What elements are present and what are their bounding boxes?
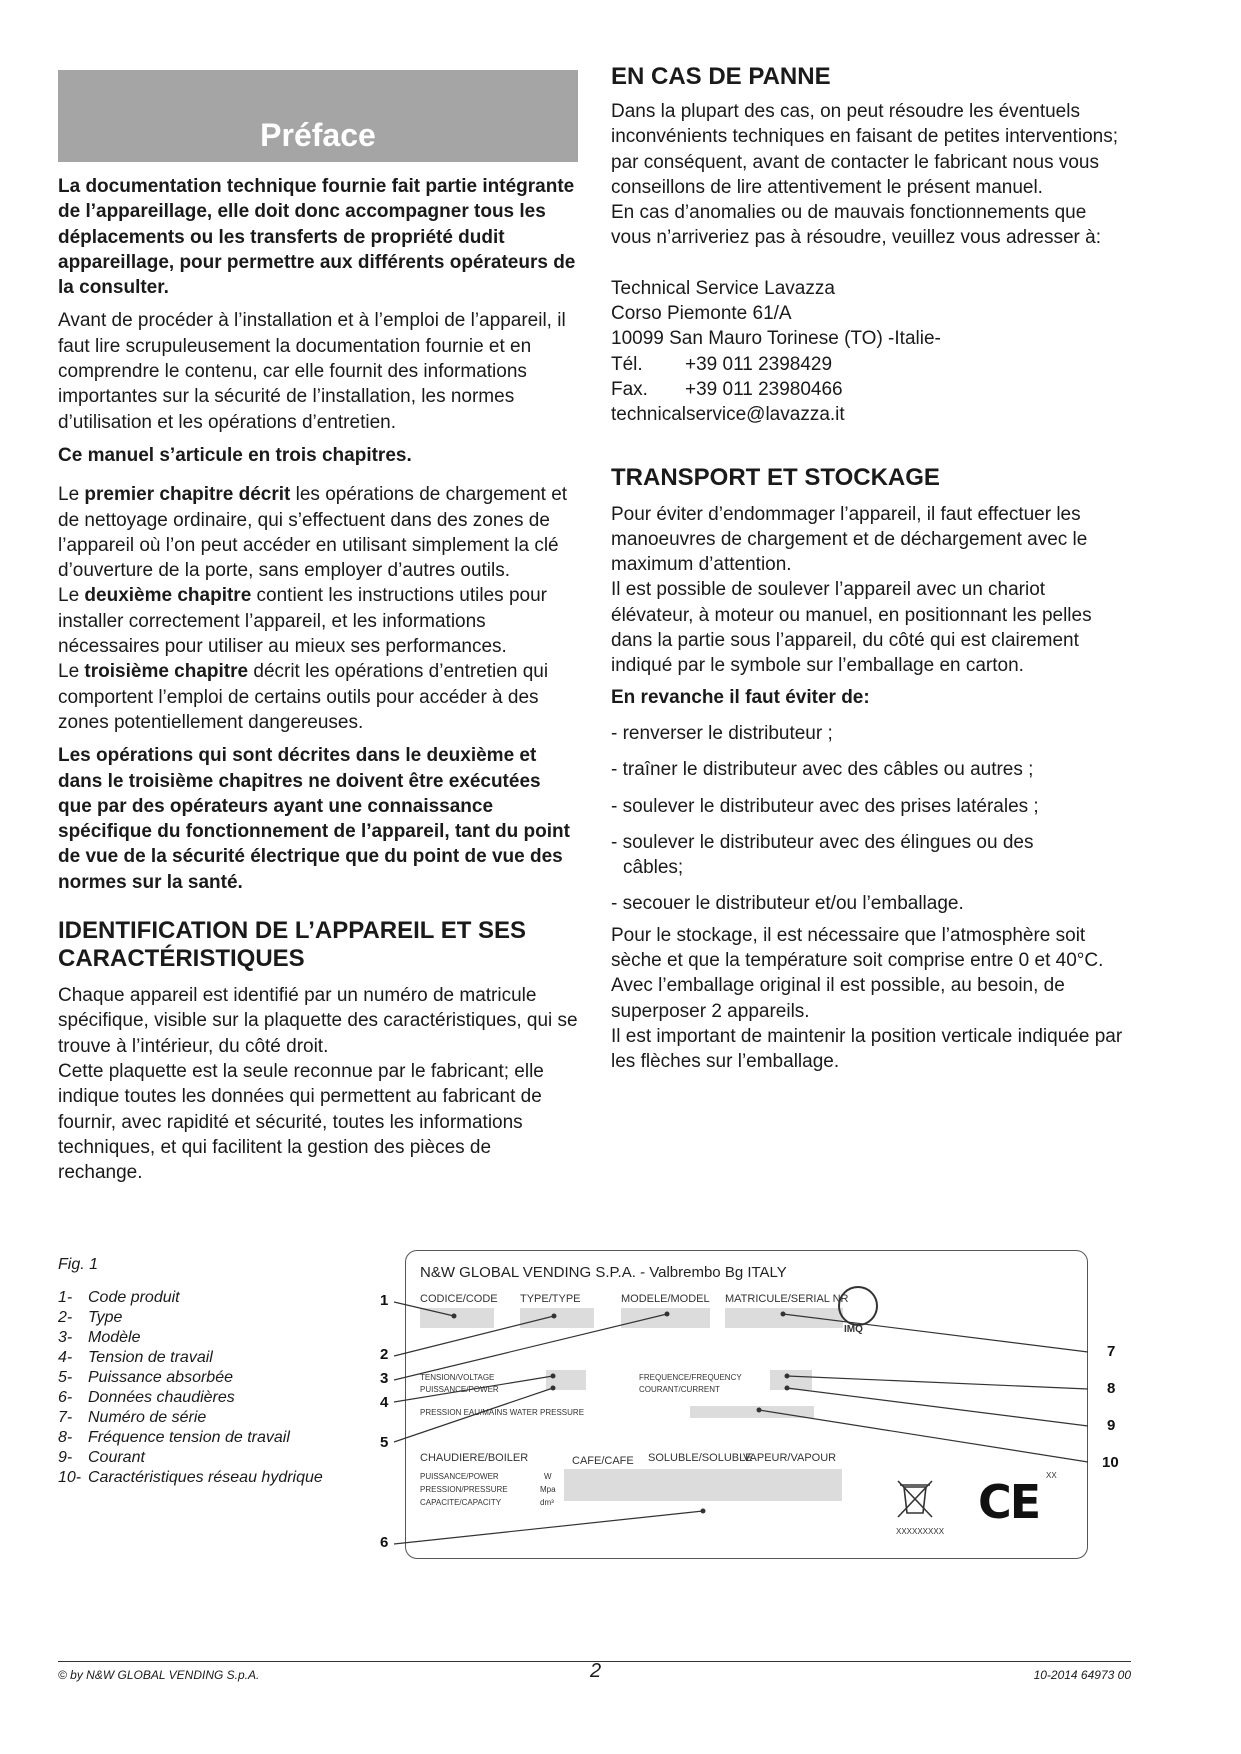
plate-cafe-label: CAFE/CAFE: [572, 1455, 634, 1467]
chapter-1-text: Le premier chapitre décrit les opérations de chargement et de nettoyage ordinaire, qui s’effectuent dans des zones de l’appareil où l’on peut accéder en utilisant simplement la clé d’ouverture de la porte, sans employer d’autres outils.: [58, 484, 568, 582]
code-field: [420, 1308, 494, 1328]
boiler-power-label: PUISSANCE/POWER: [420, 1472, 499, 1481]
plate-model-label: MODELE/MODEL: [621, 1293, 710, 1305]
imq-mark-icon: [838, 1286, 878, 1326]
avoid-item: - soulever le distributeur avec des élingues ou des câbles;: [611, 831, 1034, 879]
plate-vapour-label: VAPEUR/VAPOUR: [743, 1452, 837, 1464]
legend-item: 2- Type: [58, 1309, 123, 1326]
chapters-intro: Ce manuel s’articule en trois chapitres.: [58, 444, 412, 466]
unit-dm3: dm³: [540, 1498, 554, 1507]
plate-soluble-label: SOLUBLE/SOLUBLE: [648, 1452, 753, 1464]
plate-frequency-label: FREQUENCE/FREQUENCY: [639, 1373, 742, 1382]
avoid-item: - traîner le distributeur avec des câbles ou autres ;: [611, 759, 1034, 781]
plate-boiler-label: CHAUDIERE/BOILER: [420, 1452, 529, 1464]
callout-6: 6: [380, 1534, 389, 1551]
plate-code-label: CODICE/CODE: [420, 1293, 498, 1305]
callout-9: 9: [1107, 1417, 1116, 1434]
transport-p4: Avec l’emballage original il est possible, au besoin, de superposer 2 appareils.: [611, 975, 1065, 1022]
weee-code: XXXXXXXXX: [896, 1527, 945, 1536]
type-field: [520, 1308, 594, 1328]
transport-p2: Il est possible de soulever l’appareil avec un chariot élévateur, à moteur ou manuel, en positionnant les pelles dans la partie sous l’appareil, du côté qui est clairement indiqué par le symbole sur l’emballage en carton.: [611, 579, 1092, 677]
page-number: 2: [590, 1660, 602, 1682]
callout-2: 2: [380, 1346, 389, 1363]
legend-item: 5- Puissance absorbée: [58, 1369, 233, 1386]
avoid-heading: En revanche il faut éviter de:: [611, 686, 870, 708]
legend-item: 4- Tension de travail: [58, 1349, 213, 1366]
legend-item: 7- Numéro de série: [58, 1409, 207, 1426]
callout-7: 7: [1107, 1343, 1116, 1360]
plate-pressure-label: PRESSION EAU/MAINS WATER PRESSURE: [420, 1408, 585, 1417]
preface-paragraph: Avant de procéder à l’installation et à l’emploi de l’appareil, il faut lire scrupuleusement la documentation fournie et en comprendre le contenu, car elle fournit des informations importantes sur la sécurité de l’installation, les normes d’utilisation et les opérations d’entretien.: [58, 310, 566, 433]
imq-label: IMQ: [844, 1324, 863, 1335]
boiler-pressure-label: PRESSION/PRESSURE: [420, 1485, 508, 1494]
plate-type-label: TYPE/TYPE: [520, 1293, 581, 1305]
avoid-item: - renverser le distributeur ;: [611, 722, 833, 744]
avoid-item: - soulever le distributeur avec des prises latérales ;: [611, 795, 1039, 817]
callout-8: 8: [1107, 1380, 1116, 1397]
footer-copyright: © by N&W GLOBAL VENDING S.p.A.: [58, 1668, 260, 1682]
plate-current-label: COURANT/CURRENT: [639, 1385, 720, 1394]
callout-10: 10: [1102, 1454, 1119, 1471]
legend-item: 8- Fréquence tension de travail: [58, 1429, 290, 1446]
panne-p1: Dans la plupart des cas, on peut résoudre les éventuels inconvénients techniques en faisant de petites interventions; par conséquent, avant de contacter le fabricant nous vous conseillons de lire attentivement le présent manuel.: [611, 101, 1118, 198]
contact-email: technicalservice@lavazza.it: [611, 404, 845, 426]
callout-5: 5: [380, 1434, 389, 1451]
legend-item: 10- Caractéristiques réseau hydrique: [58, 1469, 323, 1486]
ce-mark: CE: [978, 1475, 1040, 1529]
boiler-field: [564, 1469, 842, 1501]
voltage-power-field: [546, 1370, 586, 1390]
ce-xx: XX: [1046, 1471, 1057, 1480]
serial-field: [725, 1308, 843, 1328]
contact-name: Technical Service Lavazza: [611, 277, 835, 299]
panne-p2: En cas d’anomalies ou de mauvais fonctionnements que vous n’arriveriez pas à résoudre, veuillez vous adresser à:: [611, 202, 1102, 249]
unit-mpa: Mpa: [540, 1485, 556, 1494]
plate-voltage-label: TENSION/VOLTAGE: [420, 1373, 495, 1382]
contact-tel: Tél. +39 011 2398429: [611, 353, 833, 375]
callout-4: 4: [380, 1394, 389, 1411]
chapter-2-text: Le deuxième chapitre contient les instructions utiles pour installer correctement l’appareil, et les informations nécessaires pour utiliser au mieux ses performances.: [58, 585, 547, 658]
legend-item: 6- Données chaudières: [58, 1389, 235, 1406]
transport-p5: Il est important de maintenir la position verticale indiquée par les flèches sur l’emballage.: [611, 1025, 1123, 1073]
transport-p1: Pour éviter d’endommager l’appareil, il faut effectuer les manoeuvres de chargement et de déchargement avec le maximum d’attention.: [611, 503, 1088, 576]
preface-title: Préface: [260, 117, 376, 153]
warning-paragraph: Les opérations qui sont décrites dans le deuxième et dans le troisième chapitres ne doivent être exécutées que par des opérateurs ayant une connaissance spécifique du fonctionnement de l’appareil, tant du point de vue de la sécurité électrique que du point de vue des normes sur la santé.: [58, 745, 570, 893]
transport-p3: Pour le stockage, il est nécessaire que l’atmosphère soit sèche et que la température soit comprise entre 0 et 40°C.: [611, 924, 1104, 972]
boiler-capacity-label: CAPACITE/CAPACITY: [420, 1498, 502, 1507]
footer-doc-ref: 10-2014 64973 00: [1033, 1668, 1131, 1682]
chapter-3-text: Le troisième chapitre décrit les opérations d’entretien qui comportent l’emploi de certains outils pour accéder à des zones potentiellement dangereuses.: [58, 661, 549, 733]
legend-item: 1- Code produit: [58, 1289, 180, 1306]
panne-heading: EN CAS DE PANNE: [611, 63, 831, 90]
contact-street: Corso Piemonte 61/A: [611, 303, 792, 325]
identification-p2: Cette plaquette est la seule reconnue par le fabricant; elle indique toutes les données qui permettent au fabricant de fournir, avec rapidité et sécurité, toutes les informations techniques, et qui facilitent la gestion des pièces de rechange.: [58, 1060, 544, 1184]
legend-item: 9- Courant: [58, 1449, 145, 1466]
unit-w: W: [544, 1472, 552, 1481]
figure-label: Fig. 1: [58, 1256, 99, 1273]
plate-title: N&W GLOBAL VENDING S.P.A. - Valbrembo Bg ITALY: [420, 1264, 787, 1281]
plate-serial-label: MATRICULE/SERIAL NR: [725, 1293, 849, 1305]
contact-block: [611, 276, 1131, 428]
avoid-item: - secouer le distributeur et/ou l’emballage.: [611, 893, 964, 915]
right-column: [611, 63, 1131, 1075]
preface-banner: [58, 70, 578, 162]
identification-p1: Chaque appareil est identifié par un numéro de matricule spécifique, visible sur la plaquette des caractéristiques, qui se trouve à l’intérieur, du côté droit.: [58, 985, 578, 1057]
left-column: [58, 70, 578, 1185]
contact-city: 10099 San Mauro Torinese (TO) -Italie-: [611, 328, 941, 350]
contact-fax: Fax. +39 011 23980466: [611, 378, 843, 400]
callout-3: 3: [380, 1370, 389, 1387]
model-field: [621, 1308, 710, 1328]
weee-bin-icon: [894, 1479, 936, 1523]
figure-legend: [58, 1288, 323, 1488]
frequency-current-field: [770, 1370, 812, 1390]
legend-item: 3- Modèle: [58, 1329, 141, 1346]
preface-intro: La documentation technique fournie fait partie intégrante de l’appareillage, elle doit donc accompagner tous les déplacements ou les transferts de propriété dudit appareillage, pour permettre aux différents opérateurs de la consulter.: [58, 176, 576, 299]
rating-plate: [405, 1250, 1088, 1559]
transport-heading: TRANSPORT ET STOCKAGE: [611, 463, 940, 491]
callout-1: 1: [380, 1292, 389, 1309]
pressure-field: [690, 1406, 814, 1418]
identification-heading: IDENTIFICATION DE L’APPAREIL ET SES CARACTÉRISTIQUES: [58, 917, 527, 973]
plate-power-label: PUISSANCE/POWER: [420, 1385, 499, 1394]
